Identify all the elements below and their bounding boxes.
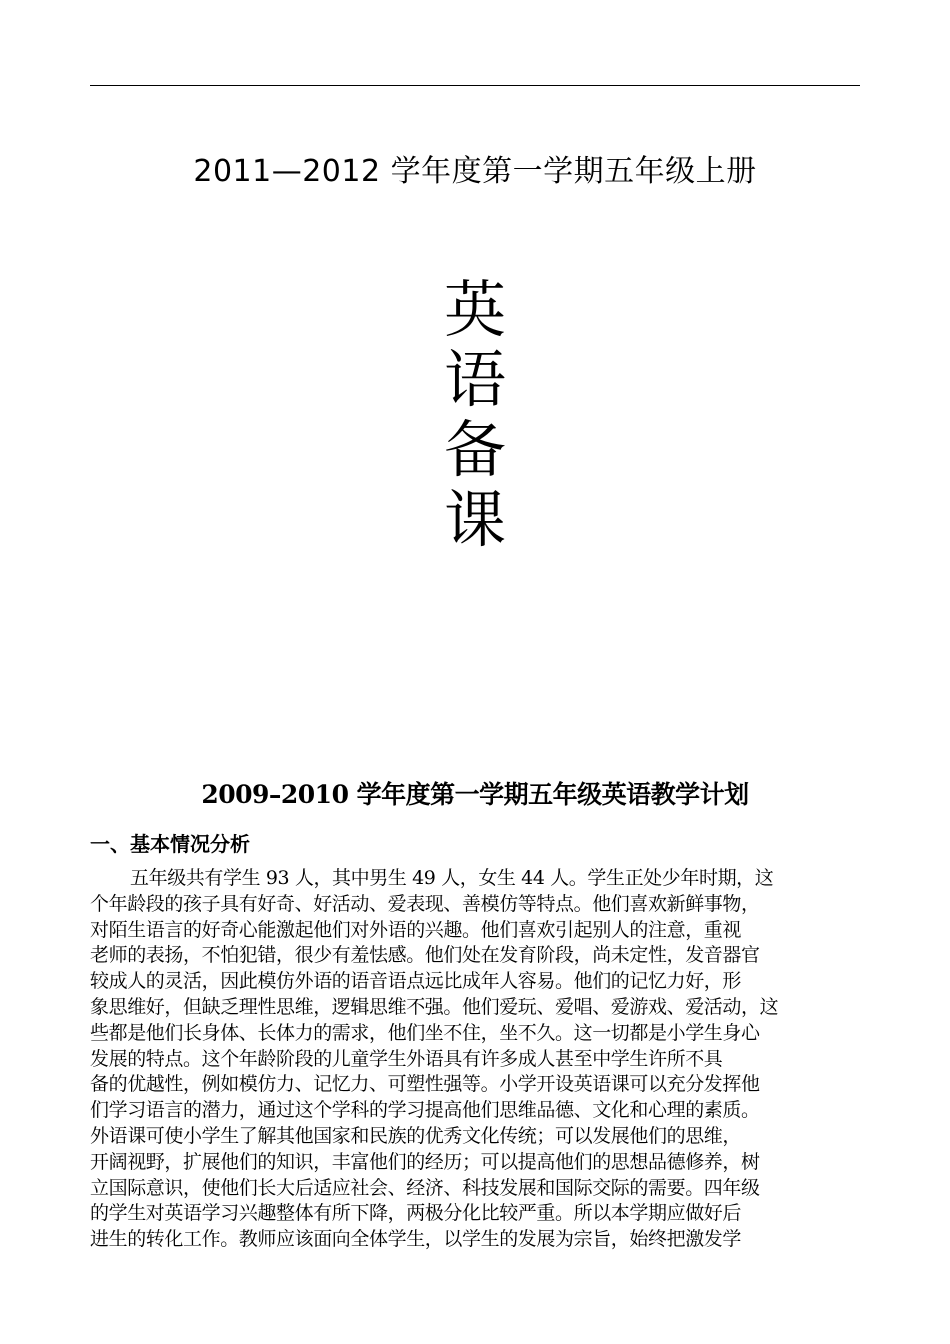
paragraph-line: 们学习语言的潜力，通过这个学科的学习提高他们思维品德、文化和心理的素质。: [90, 1099, 760, 1122]
body-paragraph: [90, 866, 865, 1253]
paragraph-line: 立国际意识，使他们长大后适应社会、经济、科技发展和国际交际的需要。四年级: [90, 1176, 760, 1199]
paragraph-line: 些都是他们长身体、长体力的需求，他们坐不住，坐不久。这一切都是小学生身心: [90, 1021, 760, 1044]
paragraph-line: 开阔视野，扩展他们的知识，丰富他们的经历；可以提高他们的思想品德修养，树: [90, 1150, 760, 1173]
paragraph-line: 老师的表扬，不怕犯错，很少有羞怯感。他们处在发育阶段，尚未定性，发音器官: [90, 944, 760, 967]
paragraph-line: 进生的转化工作。教师应该面向全体学生，以学生的发展为宗旨，始终把激发学: [90, 1228, 742, 1251]
cover-title-char: 语: [443, 343, 506, 416]
cover-subtitle: 2011—2012 学年度第一学期五年级上册: [193, 154, 757, 189]
paragraph-line: 外语课可使小学生了解其他国家和民族的优秀文化传统；可以发展他们的思维，: [90, 1124, 742, 1147]
plan-title: 2009–2010 学年度第一学期五年级英语教学计划: [201, 780, 749, 809]
paragraph-line: 个年龄段的孩子具有好奇、好活动、爱表现、善模仿等特点。他们喜欢新鲜事物，: [90, 892, 760, 915]
paragraph-line: 备的优越性，例如模仿力、记忆力、可塑性强等。小学开设英语课可以充分发挥他: [90, 1073, 760, 1096]
paragraph-line: 五年级共有学生 93 人，其中男生 49 人，女生 44 人。学生正处少年时期，这: [130, 867, 774, 889]
cover-title-char: 英: [443, 273, 506, 346]
paragraph-line: 的学生对英语学习兴趣整体有所下降，两极分化比较严重。所以本学期应做好后: [90, 1202, 742, 1225]
paragraph-line: 发展的特点。这个年龄阶段的儿童学生外语具有许多成人甚至中学生许所不具: [90, 1047, 723, 1070]
header-rule: [90, 85, 860, 86]
paragraph-line: 较成人的灵活，因此模仿外语的语音语点远比成年人容易。他们的记忆力好，形: [90, 970, 742, 993]
cover-title-char: 课: [443, 483, 506, 556]
cover-title-char: 备: [443, 413, 506, 486]
paragraph-line: 象思维好，但缺乏理性思维，逻辑思维不强。他们爱玩、爱唱、爱游戏、爱活动，这: [90, 995, 779, 1018]
paragraph-line: 对陌生语言的好奇心能激起他们对外语的兴趣。他们喜欢引起别人的注意，重视: [90, 918, 742, 941]
cover-title: [425, 275, 525, 555]
section-heading: 一、基本情况分析: [90, 832, 250, 856]
